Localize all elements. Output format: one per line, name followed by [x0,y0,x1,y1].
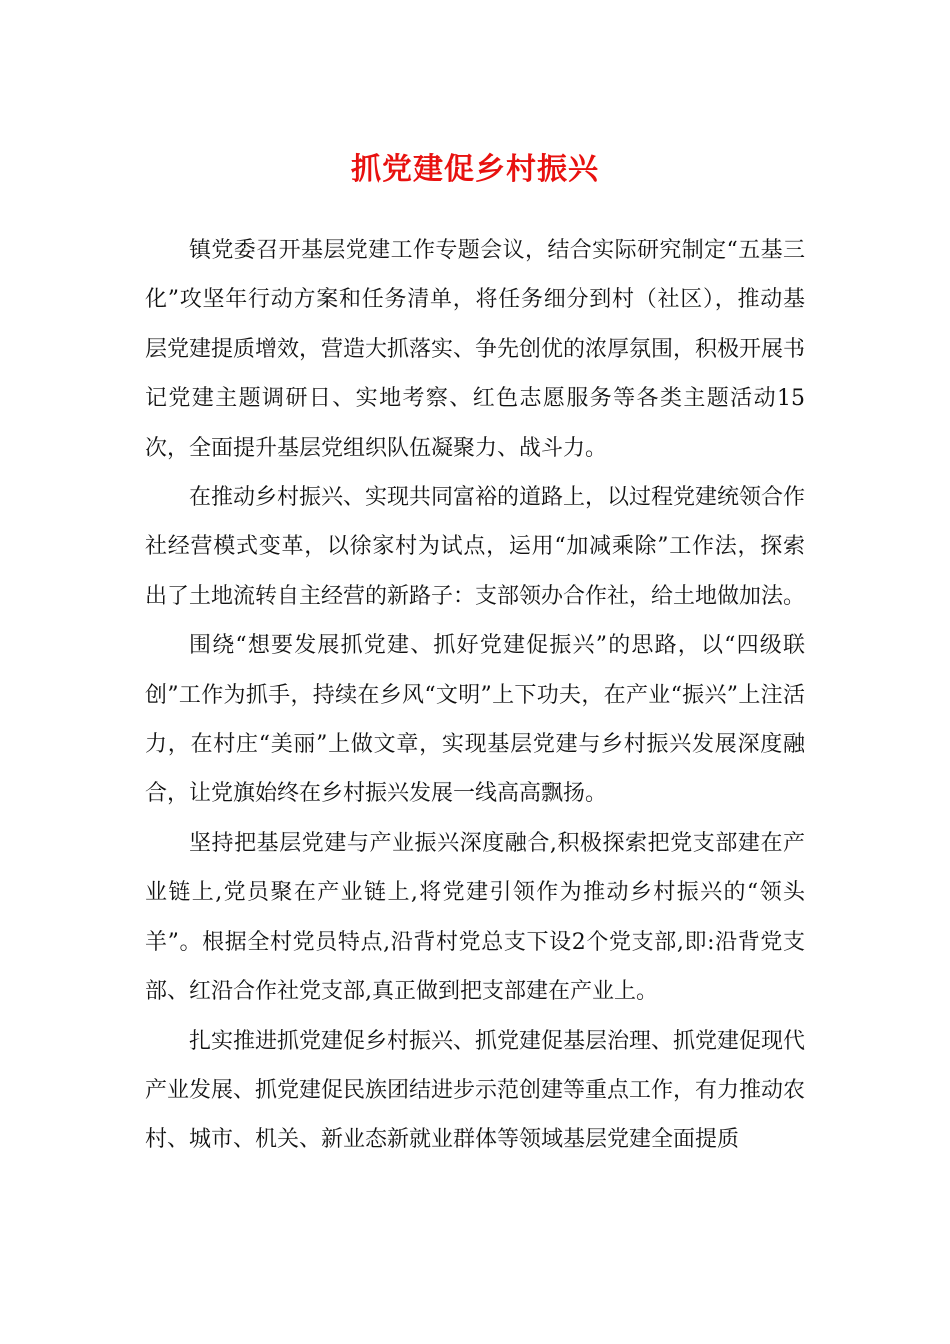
paragraph: 围绕“想要发展抓党建、抓好党建促振兴”的思路，以“四级联创”工作为抓手，持续在乡风“文明”上下功夫，在产业“振兴”上注活力，在村庄“美丽”上做文章，实现基层党建与乡村振兴发展深度融合，让党旗始终在乡村振兴发展一线高高飘扬。 [145,633,805,807]
document-title: 抓党建促乡村振兴 [351,152,599,188]
paragraph: 坚持把基层党建与产业振兴深度融合,积极探索把党支部建在产业链上,党员聚在产业链上,将党建引领作为推动乡村振兴的“领头羊”。根据全村党员特点,沿背村党总支下设2个党支部,即:沿背党支部、红沿合作社党支部,真正做到把支部建在产业上。 [145,830,805,1005]
paragraph: 镇党委召开基层党建工作专题会议，结合实际研究制定“五基三化”攻坚年行动方案和任务清单，将任务细分到村（社区），推动基层党建提质增效，营造大抓落实、争先创优的浓厚氛围，积极开展书记党建主题调研日、实地考察、红色志愿服务等各类主题活动15次，全面提升基层党组织队伍凝聚力、战斗力。 [145,238,806,461]
paragraph: 在推动乡村振兴、实现共同富裕的道路上，以过程党建统领合作社经营模式变革，以徐家村为试点，运用“加减乘除”工作法，探索出了土地流转自主经营的新路子：支部领办合作社，给土地做加法。 [145,485,806,609]
document-body [145,226,805,1165]
paragraph: 扎实推进抓党建促乡村振兴、抓党建促基层治理、抓党建促现代产业发展、抓党建促民族团结进步示范创建等重点工作，有力推动农村、城市、机关、新业态新就业群体等领域基层党建全面提质 [145,1028,806,1153]
